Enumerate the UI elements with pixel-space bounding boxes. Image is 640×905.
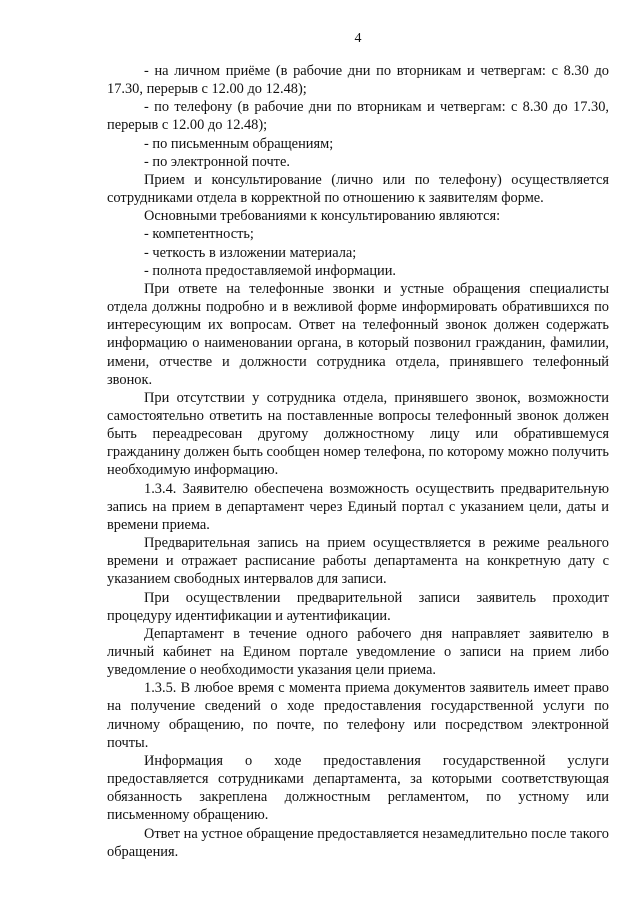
paragraph: Предварительная запись на прием осуществляется в режиме реального времени и отражает расписание работы департамента на конкретную дату с указанием свободных интервалов для записи.: [107, 535, 609, 588]
paragraph: - четкость в изложении материала;: [144, 244, 357, 261]
paragraph: - по письменным обращениям;: [144, 135, 334, 152]
page-number: 4: [354, 31, 362, 46]
paragraph: Ответ на устное обращение предоставляется незамедлительно после такого обращения.: [107, 825, 609, 860]
paragraph: - полнота предоставляемой информации.: [144, 262, 397, 279]
paragraph: 1.3.5. В любое время с момента приема документов заявитель имеет право на получение сведений о ходе предоставления государственной услуги по личному обращению, по почте, по телефону или посредством электронной почты.: [107, 680, 609, 751]
paragraph: - на личном приёме (в рабочие дни по вторникам и четвергам: с 8.30 до 17.30, перерыв с 12.00 до 12.48);: [107, 63, 609, 98]
paragraph: Прием и консультирование (лично или по телефону) осуществляется сотрудниками отдела в корректной по отношению к заявителям форме.: [107, 171, 609, 207]
document-page: [107, 0, 609, 905]
paragraph: - по телефону (в рабочие дни по вторникам и четвергам: с 8.30 до 17.30, перерыв с 12.00 до 12.48);: [107, 99, 609, 134]
paragraph: - компетентность;: [144, 226, 254, 243]
paragraph: Департамент в течение одного рабочего дня направляет заявителю в личный кабинет на Едином портале уведомление о записи на прием либо уведомление о необходимости указания цели приема.: [107, 625, 609, 679]
paragraph: Информация о ходе предоставления государственной услуги предоставляется сотрудниками департамента, за которыми соответствующая обязанность закреплена должностным регламентом, по устному или письменному обращению.: [107, 752, 609, 824]
paragraph: 1.3.4. Заявителю обеспечена возможность осуществить предварительную запись на прием в департамент через Единый портал с указанием цели, даты и времени приема.: [107, 480, 609, 533]
paragraph: При осуществлении предварительной записи заявитель проходит процедуру идентификации и аутентификации.: [107, 589, 609, 624]
paragraph: Основными требованиями к консультированию являются:: [144, 208, 501, 225]
paragraph: - по электронной почте.: [144, 153, 290, 170]
paragraph: При отсутствии у сотрудника отдела, принявшего звонок, возможности самостоятельно ответить на поставленные вопросы телефонный звонок должен быть переадресован другому должностному лицу или обратившемуся гражданину должен быть сообщен номер телефона, по которому можно получить необходимую информацию.: [107, 389, 609, 479]
document-body: [107, 62, 609, 861]
paragraph: При ответе на телефонные звонки и устные обращения специалисты отдела должны подробно и в вежливой форме информировать обратившихся по интересующим их вопросам. Ответ на телефонный звонок должен содержать информацию о наименовании органа, в который позвонил гражданин, фамилии, имени, отчестве и должности сотрудника отдела, принявшего телефонный звонок.: [107, 280, 609, 388]
